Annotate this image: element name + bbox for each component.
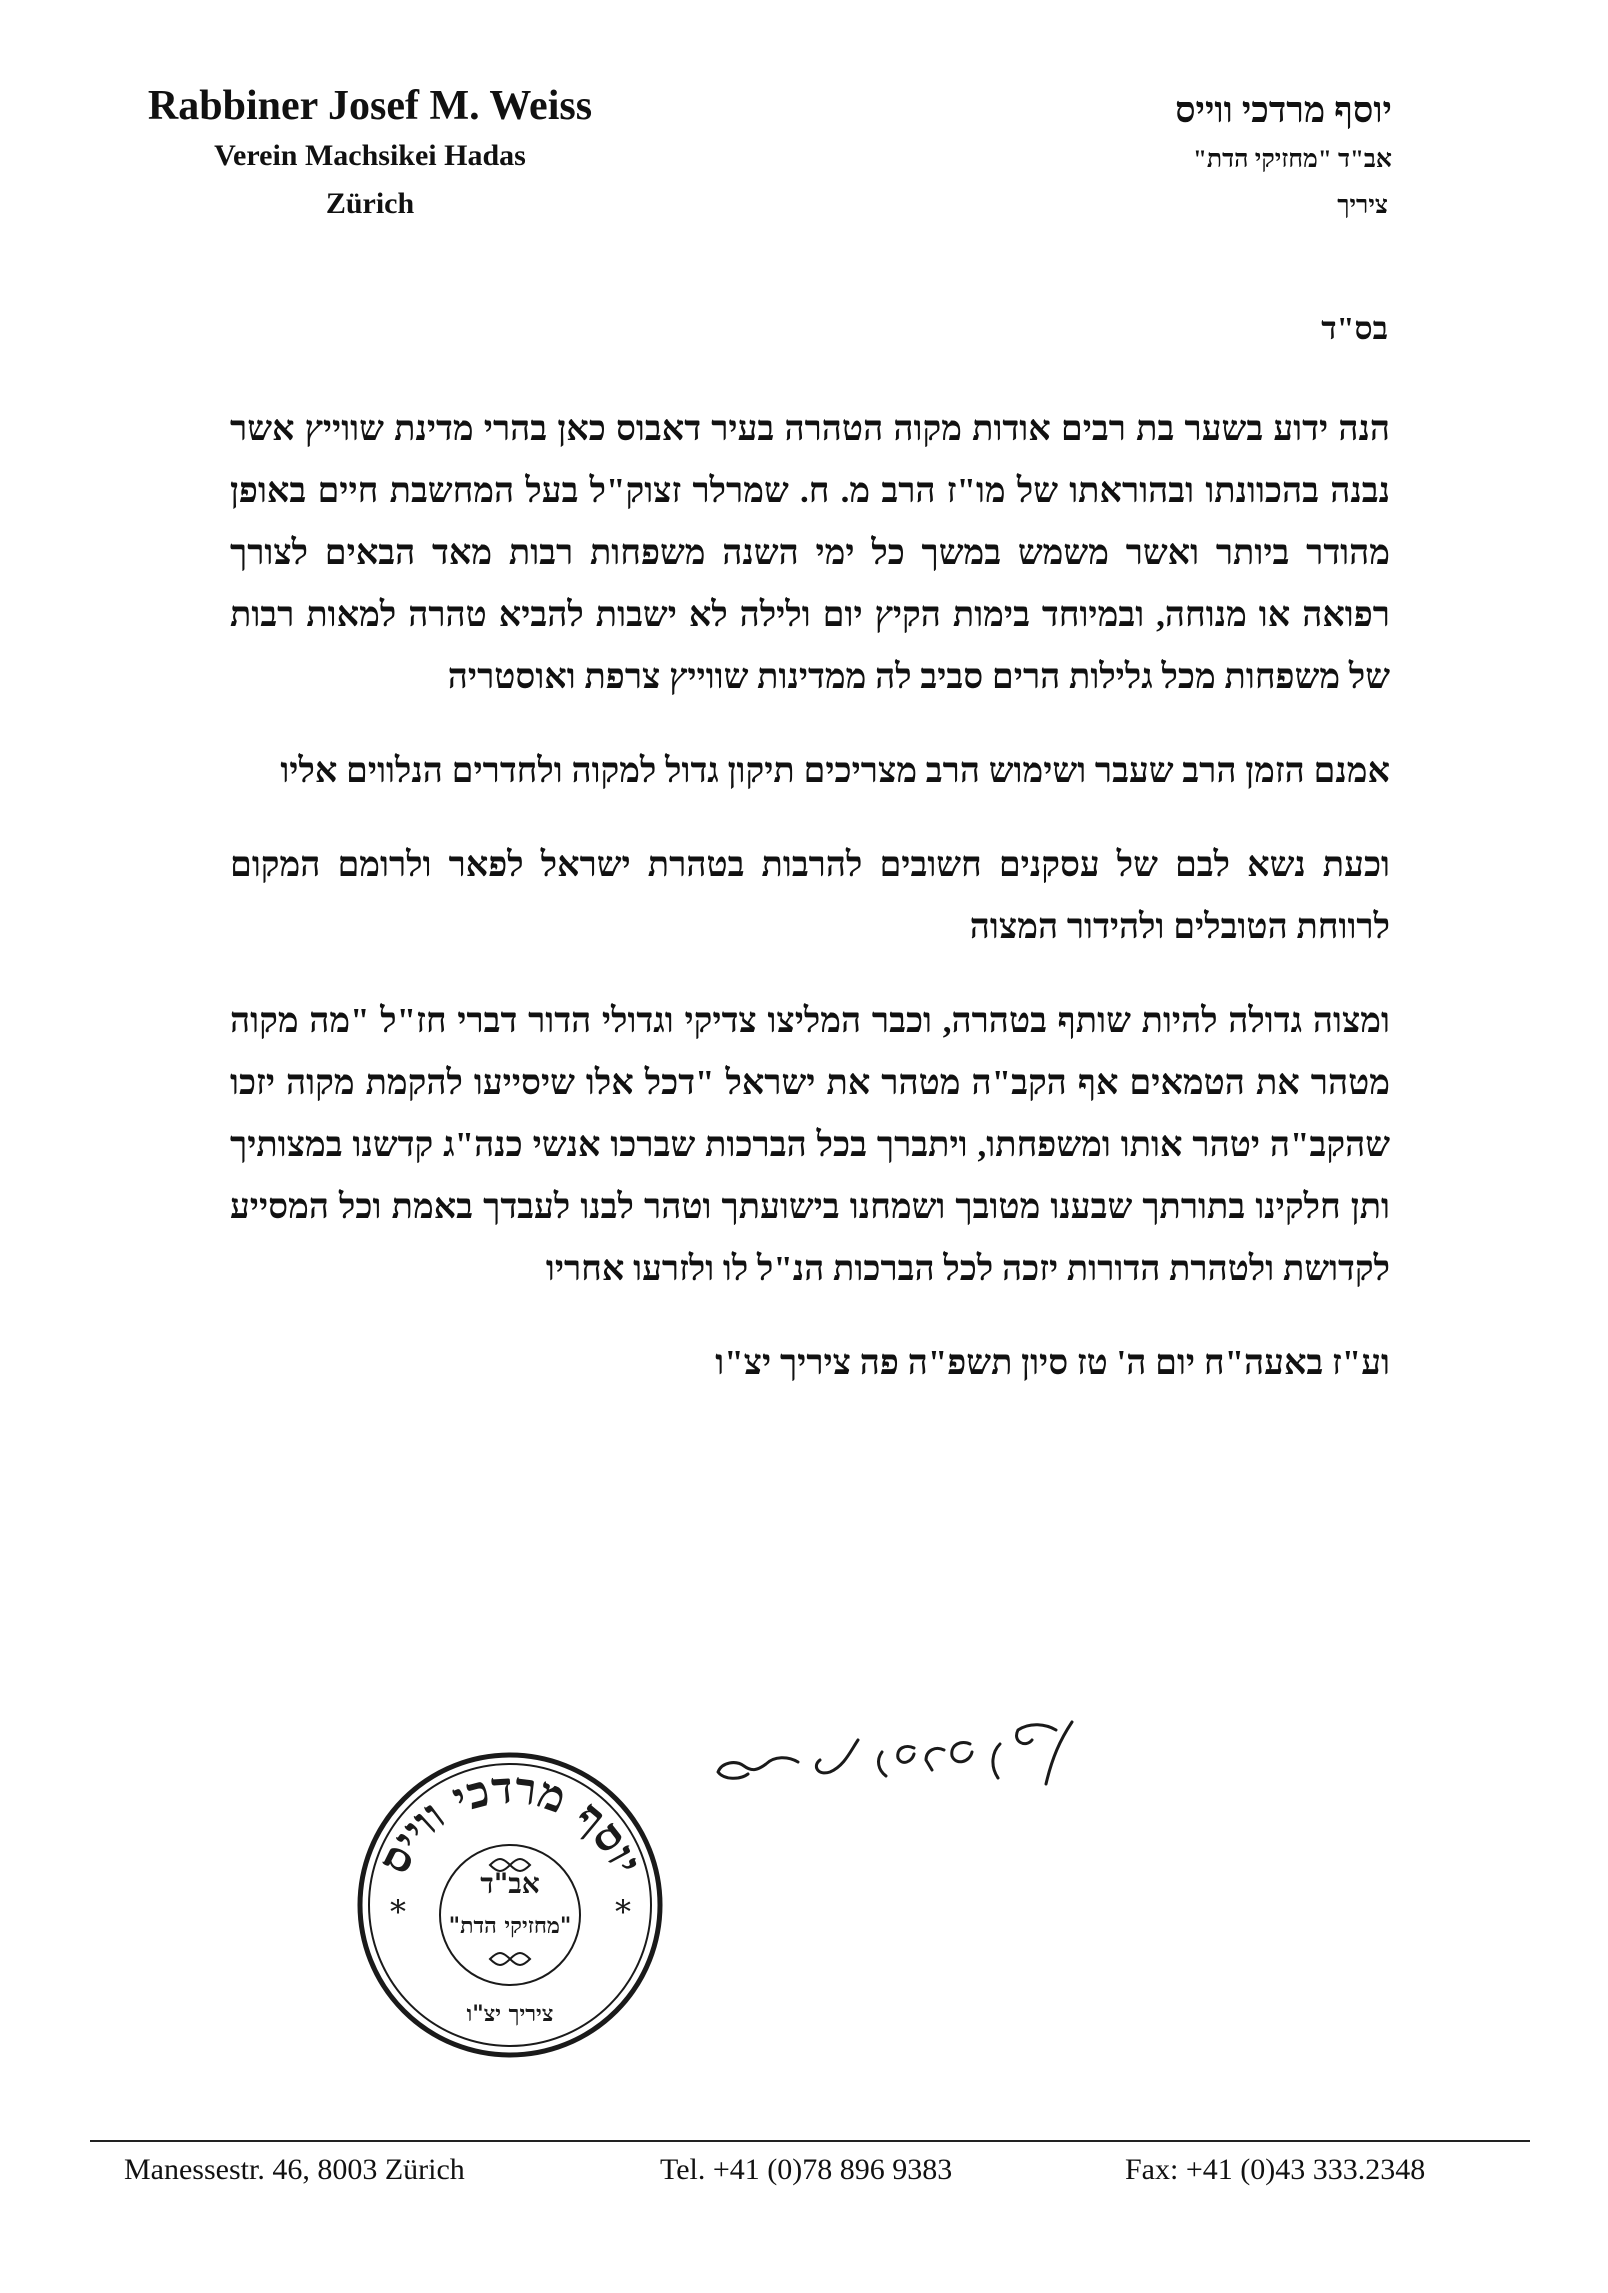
rabbi-name-english: Rabbiner Josef M. Weiss (147, 83, 593, 129)
paragraph-2: אמנם הזמן הרב שעבר ושימוש הרב מצריכים תיקון גדול למקוה ולחדרים הנלווים אליו (280, 751, 1390, 790)
date-line: וע"ז באעה"ח יום ה' טז סיון תשפ"ה פה ציריך יצ"ו (715, 1343, 1390, 1382)
letter-body (230, 398, 1390, 1426)
city-hebrew: ציריך (1337, 192, 1388, 219)
seal-org: "מחזיקי הדת" (448, 1913, 572, 1939)
paragraph-1: הנה ידוע בשער בת רבים אודות מקוה הטהרה בעיר דאבוס כאן בהרי מדינת שווייץ אשר נבנה בהכוונתו ובהוראתו של מו"ז הרב מ. ח. שמרלר זצוק"ל בעל המחשבת חיים באופן מהודר ביותר ואשר משמש במשך כל ימי השנה משפחות רבות מאד הבאים לצורך רפואה או מנוחה, ובמיוחד בימות הקיץ יום ולילה לא ישבות להביא טהרה למאות רבות של משפחות מכל גלילות הרים סביב לה ממדינות שווייץ צרפת ואוסטריה (230, 409, 1390, 696)
rabbi-name-hebrew: יוסף מרדכי ווייס (1175, 90, 1392, 130)
city-english: Zürich (325, 187, 415, 220)
organization-hebrew: אב"ד "מחזיקי הדת" (1193, 146, 1392, 173)
organization-english: Verein Machsikei Hadas (214, 139, 526, 172)
footer-fax: Fax: +41 (0)43 333.2348 (1125, 2153, 1426, 2186)
seal-star-right: * (615, 1893, 631, 1931)
seal-title: אב"ד (480, 1867, 540, 1900)
signature (700, 1700, 1100, 1820)
seal-city: ציריך יצ"ו (466, 2001, 554, 2027)
seal-star-left: * (390, 1893, 406, 1931)
paragraph-4: ומצוה גדולה להיות שותף בטהרה, וכבר המליצו צדיקי וגדולי הדור דברי חז"ל "מה מקוה מטהר את הטמאים אף הקב"ה מטהר את ישראל "דכל אלו שיסייעו להקמת מקוה יזכו שהקב"ה יטהר אותו ומשפחתו, ויתברך בכל הברכות שברכו אנשי כנה"ג קדשנו במצותיך ותן חלקינו בתורתך שבענו מטובך ושמחנו בישועתך וטהר לבנו לעבדך באמת וכל המסייע לקדושת ולטהרת הדורות יזכה לכל הברכות הנ"ל לו ולזרעו אחריו (230, 1001, 1390, 1288)
rabbinical-seal (350, 1745, 670, 2065)
seal-outer-text: יוסף מרדכי ווייס (368, 1762, 653, 1882)
bsd-heading: בס"ד (1321, 310, 1388, 346)
paragraph-3: וכעת נשא לבם של עסקנים חשובים להרבות בטהרת ישראל לפאר ולרומם המקום לרווחת הטובלים ולהידור המצוה (230, 845, 1390, 946)
footer-divider (90, 2140, 1530, 2142)
footer-address: Manessestr. 46, 8003 Zürich (124, 2153, 465, 2186)
footer-telephone: Tel. +41 (0)78 896 9383 (660, 2153, 953, 2186)
letterhead-english (120, 80, 620, 228)
letterhead-hebrew (972, 84, 1392, 228)
